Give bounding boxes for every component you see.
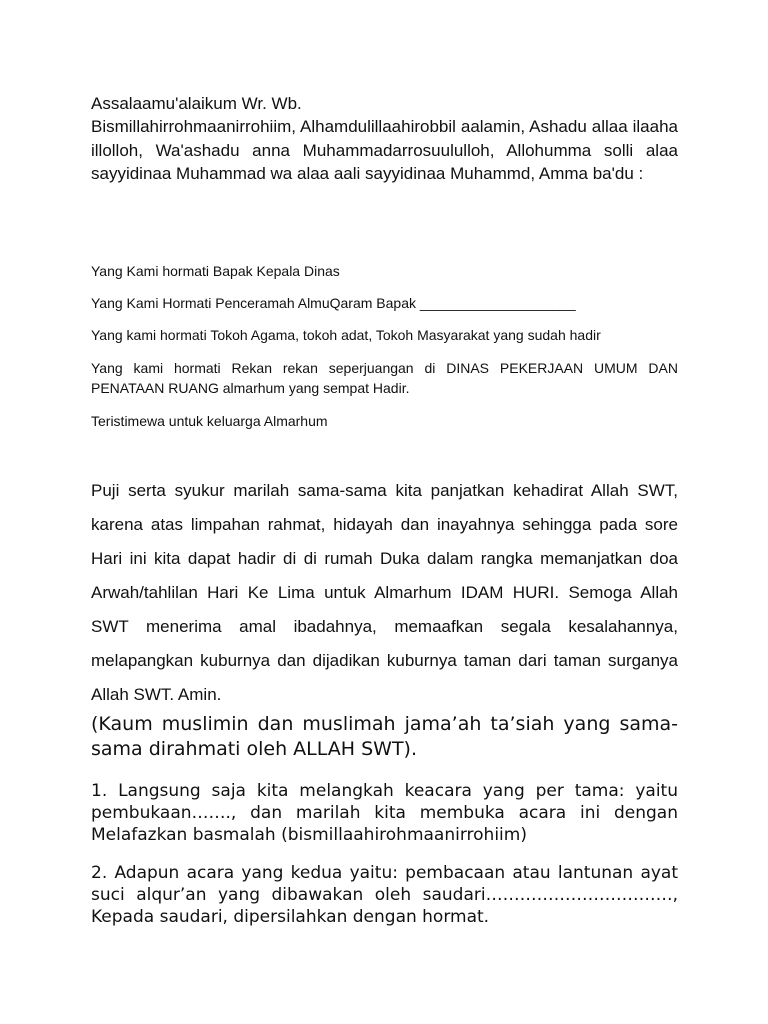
salam-greeting: Assalaamu'alaikum Wr. Wb. [91, 94, 302, 113]
agenda-item-1: 1. Langsung saja kita melangkah keacara yang per tama: yaitu pembukaan……., dan marilah kita membuka acara ini dengan Melafazkan basmalah (bismillaahirohmaanirrohiim) [91, 781, 678, 845]
salutation-kepala-dinas: Yang Kami hormati Bapak Kepala Dinas [91, 263, 340, 279]
agenda-item-2: 2. Adapun acara yang kedua yaitu: pembacaan atau lantunan ayat suci alqur’an yang dibawakan oleh saudari……………………………, Kepada saudari, dipersilahkan dengan hormat. [91, 863, 678, 927]
salutation-tokoh: Yang kami hormati Tokoh Agama, tokoh adat, Tokoh Masyarakat yang sudah hadir [91, 327, 601, 343]
congregation-call: (Kaum muslimin dan muslimah jama’ah ta’siah yang sama-sama dirahmati oleh ALLAH SWT). [91, 713, 678, 760]
salutation-keluarga: Teristimewa untuk keluarga Almarhum [91, 413, 328, 429]
opening-prayer: Bismillahirrohmaanirrohiim, Alhamdulillaahirobbil aalamin, Ashadu allaa ilaaha illolloh, Wa'ashadu anna Muhammadarrosuululloh, Allohumma solli alaa sayyidinaa Muhammad wa alaa aali sayyidinaa Muhammd, Amma ba'du : [91, 117, 678, 183]
salutation-penceramah: Yang Kami Hormati Penceramah AlmuQaram Bapak ____________________ [91, 295, 576, 311]
opening-section [91, 92, 678, 186]
main-paragraph: Puji serta syukur marilah sama-sama kita panjatkan kehadirat Allah SWT, karena atas limpahan rahmat, hidayah dan inayahnya sehingga pada sore Hari ini kita dapat hadir di di rumah Duka dalam rangka memanjatkan doa Arwah/tahlilan Hari Ke Lima untuk Almarhum IDAM HURI. Semoga Allah SWT menerima amal ibadahnya, memaafkan segala kesalahannya, melapangkan kuburnya dan dijadikan kuburnya taman dari taman surganya Allah SWT. Amin. [91, 481, 678, 704]
salutation-rekan: Yang kami hormati Rekan rekan seperjuangan di DINAS PEKERJAAN UMUM DAN PENATAAN RUANG almarhum yang sempat Hadir. [91, 360, 678, 396]
